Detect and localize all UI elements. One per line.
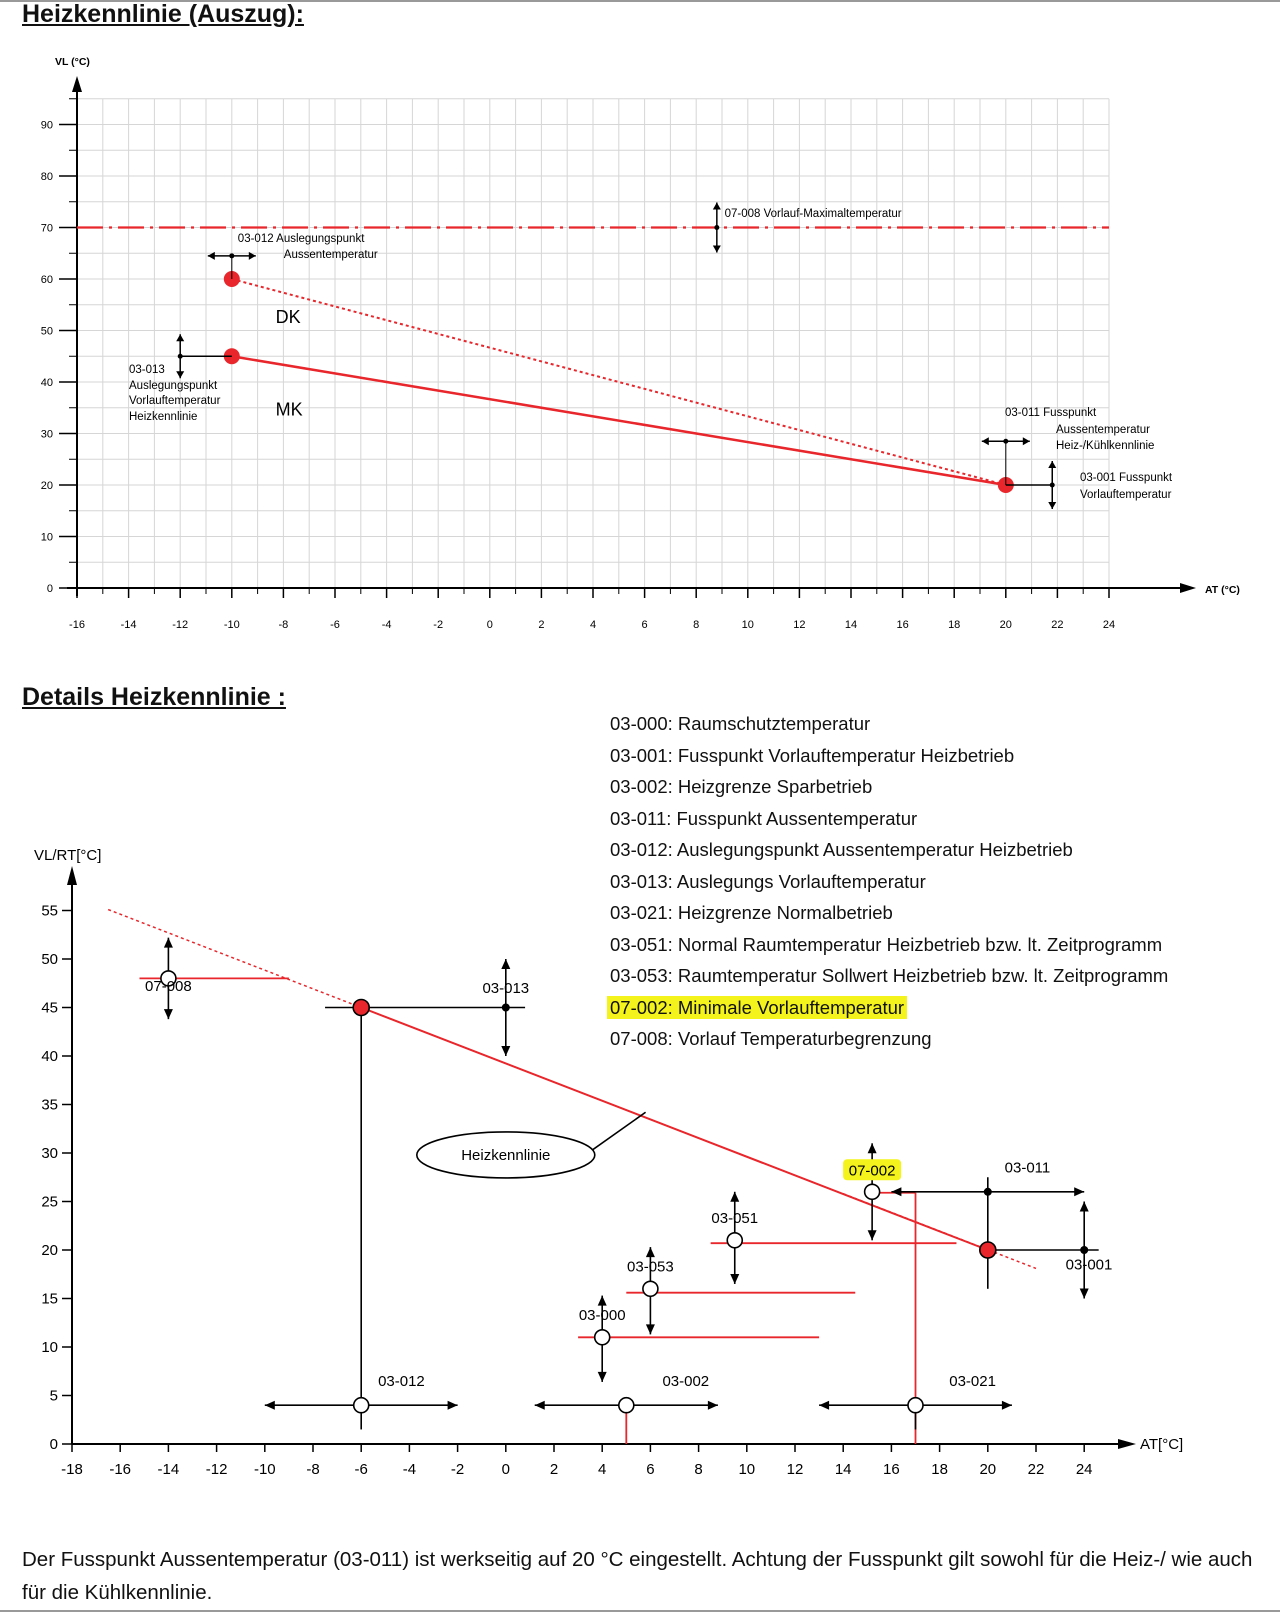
adjust-arrow-up-head xyxy=(598,1296,607,1306)
annotation-text: Auslegungspunkt xyxy=(129,380,218,392)
x-tick-label: -2 xyxy=(433,619,444,631)
legend-item: 07-008: Vorlauf Temperaturbegrenzung xyxy=(610,1028,932,1049)
x-tick-label: 12 xyxy=(786,1461,804,1478)
y-tick-label: 20 xyxy=(41,1242,58,1259)
footer-note: Der Fusspunkt Aussentemperatur (03-011) ist werkseitig auf 20 °C eingestellt. Achtung der Fusspunkt gilt sowohl für die Heiz-/ wie auch für die Kühlkennlinie. xyxy=(22,1548,1253,1604)
x-tick-label: -12 xyxy=(172,619,189,631)
x-tick-label: 6 xyxy=(646,1461,655,1478)
x-tick-label: -8 xyxy=(278,619,289,631)
adjust-arrow-up-head xyxy=(646,1247,655,1257)
x-tick-label: 16 xyxy=(896,619,909,631)
y-axis-label: VL/RT[°C] xyxy=(34,847,102,864)
x-tick-label: 24 xyxy=(1075,1461,1093,1478)
x-tick-label: 2 xyxy=(549,1461,559,1478)
parameter-point xyxy=(595,1330,610,1345)
x-tick-label: -4 xyxy=(381,619,392,631)
y-tick-label: 35 xyxy=(41,1096,58,1114)
bottom-rule xyxy=(0,1610,1280,1612)
x-tick-label: 16 xyxy=(883,1461,900,1478)
adjust-arrow-right-head xyxy=(1002,1401,1012,1410)
point-label: 03-011 xyxy=(1004,1159,1051,1177)
point-label: 07-002 xyxy=(848,1162,896,1180)
annotation-text: Vorlauftemperatur xyxy=(129,395,221,407)
callout-leader xyxy=(585,1112,645,1155)
point-label: 03-013 xyxy=(482,979,530,997)
adjust-arrow-down-head xyxy=(646,1324,655,1334)
x-tick-label: -14 xyxy=(120,619,137,631)
legend-item: 03-002: Heizgrenze Sparbetrieb xyxy=(610,776,873,797)
annotation-text: Aussentemperatur xyxy=(1056,424,1150,436)
y-tick-label: 0 xyxy=(46,583,53,595)
y-tick-label: 80 xyxy=(40,171,53,183)
x-tick-label: -18 xyxy=(61,1461,83,1478)
adjust-arrow-down-head xyxy=(598,1372,607,1382)
highlight-marker: 07-002: Minimale Vorlauftemperatur xyxy=(607,996,907,1019)
x-tick-label: 14 xyxy=(844,619,858,631)
series-label-dk: DK xyxy=(275,306,301,327)
adjust-arrow-down-head xyxy=(868,1230,877,1240)
y-tick-label: 40 xyxy=(40,377,53,389)
y-tick-label: 20 xyxy=(40,480,53,492)
x-tick-label: 24 xyxy=(1102,619,1116,631)
y-tick-label: 30 xyxy=(41,1145,58,1162)
y-tick-label: 90 xyxy=(40,119,53,132)
callout-label: Heizkennlinie xyxy=(461,1146,551,1164)
annotation-text: 03-011 Fusspunkt xyxy=(1005,407,1097,419)
point-label: 03-021 xyxy=(949,1372,996,1390)
x-axis-label: AT[°C] xyxy=(1140,1436,1184,1453)
x-tick-label: -6 xyxy=(330,619,340,631)
annotation-text: Heiz-/Kühlkennlinie xyxy=(1056,440,1155,452)
x-tick-label: 6 xyxy=(641,619,648,631)
y-tick-label: 15 xyxy=(41,1290,58,1308)
x-tick-label: 10 xyxy=(738,1461,756,1478)
x-tick-label: 12 xyxy=(793,619,806,631)
adjust-arrow-up-head xyxy=(1080,1202,1089,1212)
legend-item: 03-001: Fusspunkt Vorlauftemperatur Heizbetrieb xyxy=(610,744,1015,766)
y-tick-label: 5 xyxy=(49,1387,58,1405)
parameter-legend xyxy=(610,708,1168,1055)
x-tick-label: -16 xyxy=(109,1461,132,1478)
x-tick-label: 4 xyxy=(598,1461,607,1478)
y-tick-label: 70 xyxy=(40,222,53,235)
y-tick-label: 50 xyxy=(41,951,58,968)
adjust-arrow-up-head xyxy=(730,1192,739,1202)
y-tick-label: 50 xyxy=(40,325,53,338)
x-tick-label: 14 xyxy=(834,1461,852,1478)
parameter-point xyxy=(354,1398,369,1413)
adjust-arrow-left-head xyxy=(535,1401,545,1410)
y-tick-label: 45 xyxy=(41,999,58,1017)
x-tick-label: 18 xyxy=(948,619,961,631)
adjust-arrow-down-head xyxy=(501,1046,510,1056)
parameter-point xyxy=(643,1281,658,1296)
y-tick-label: 10 xyxy=(40,531,53,544)
y-tick-label: 0 xyxy=(49,1436,58,1453)
pivot-dot xyxy=(1080,1246,1088,1254)
adjust-arrow-right-head xyxy=(448,1401,458,1410)
pivot-dot xyxy=(502,1004,510,1012)
x-tick-label: 8 xyxy=(693,619,700,631)
x-tick-label: 18 xyxy=(931,1461,948,1478)
x-tick-label: 4 xyxy=(589,619,597,631)
y-tick-label: 30 xyxy=(40,428,53,441)
parameter-point xyxy=(619,1398,634,1413)
y-axis-label: VL (°C) xyxy=(55,56,90,68)
point-label: 03-000 xyxy=(578,1306,626,1324)
legend-item: 03-011: Fusspunkt Aussentemperatur xyxy=(610,807,918,829)
pivot-dot xyxy=(984,1188,992,1196)
adjust-arrow-down-head xyxy=(730,1274,739,1284)
legend-item: 03-051: Normal Raumtemperatur Heizbetrieb bzw. lt. Zeitprogramm xyxy=(610,933,1163,955)
point-label: 07-008 xyxy=(145,978,192,996)
adjust-arrow-left-head xyxy=(819,1401,829,1410)
annotation-text: 03-012 Auslegungspunkt xyxy=(237,233,365,245)
parameter-point xyxy=(908,1398,923,1413)
y-tick-label: 60 xyxy=(40,274,53,286)
details-heading: Details Heizkennlinie : xyxy=(22,683,286,711)
x-tick-label: -12 xyxy=(205,1461,228,1478)
x-tick-label: -6 xyxy=(354,1461,368,1478)
y-tick-label: 55 xyxy=(41,902,58,920)
max-line-label: 07-008 Vorlauf-Maximaltemperatur xyxy=(724,208,902,221)
x-tick-label: 20 xyxy=(979,1461,997,1478)
parameter-point xyxy=(865,1184,880,1199)
parameter-point xyxy=(727,1233,742,1248)
x-tick-label: 22 xyxy=(1051,619,1064,631)
adjust-arrow-up-head xyxy=(164,938,173,948)
x-tick-label: -14 xyxy=(157,1461,180,1478)
x-tick-label: -2 xyxy=(450,1461,465,1478)
y-tick-label: 10 xyxy=(41,1339,58,1356)
legend-item: 03-021: Heizgrenze Normalbetrieb xyxy=(610,902,893,923)
x-axis-arrow xyxy=(1118,1439,1136,1449)
adjust-arrow-down-head xyxy=(164,1009,173,1019)
y-tick-label: 40 xyxy=(41,1048,58,1065)
y-axis-arrow xyxy=(67,866,77,885)
legend-item-highlighted xyxy=(610,992,1168,1024)
adjust-arrow-left-head xyxy=(265,1401,275,1410)
adjust-arrow-left-head xyxy=(891,1187,901,1196)
legend-item: 03-012: Auslegungspunkt Aussentemperatur Heizbetrieb xyxy=(610,839,1073,860)
point-label: 03-012 xyxy=(378,1372,425,1390)
design-point xyxy=(353,1000,369,1016)
x-tick-label: -10 xyxy=(253,1461,276,1478)
annotation-text: Aussentemperatur xyxy=(283,249,378,261)
adjust-arrow-up-head xyxy=(868,1143,877,1153)
x-tick-label: -10 xyxy=(223,619,240,631)
x-tick-label: 20 xyxy=(999,619,1012,631)
x-tick-label: -4 xyxy=(402,1461,417,1478)
x-tick-label: 22 xyxy=(1027,1461,1045,1478)
adjust-arrow-up-head xyxy=(501,959,510,969)
point-label: 03-002 xyxy=(662,1372,710,1390)
legend-item: 03-053: Raumtemperatur Sollwert Heizbetrieb bzw. lt. Zeitprogramm xyxy=(610,965,1169,986)
x-axis-label: AT (°C) xyxy=(1205,584,1240,596)
x-tick-label: 10 xyxy=(741,619,754,631)
annotation-text: 03-001 Fusspunkt xyxy=(1080,472,1173,484)
point-label: 03-001 xyxy=(1065,1256,1113,1274)
x-tick-label: 0 xyxy=(486,619,493,631)
x-tick-label: 2 xyxy=(538,619,545,631)
x-tick-label: -8 xyxy=(306,1461,320,1478)
page-title: Heizkennlinie (Auszug): xyxy=(22,0,304,28)
annotation-text: Heizkennlinie xyxy=(129,411,198,423)
adjust-arrow-right-head xyxy=(1074,1187,1084,1196)
x-tick-label: -16 xyxy=(69,619,85,631)
legend-item: 03-000: Raumschutztemperatur xyxy=(610,713,871,734)
series-label-mk: MK xyxy=(275,399,303,420)
base-point xyxy=(980,1242,996,1258)
x-tick-label: 0 xyxy=(501,1461,510,1478)
annotation-text: 03-013 xyxy=(129,364,165,376)
legend-item: 03-013: Auslegungs Vorlauftemperatur xyxy=(610,870,926,892)
point-label: 03-051 xyxy=(711,1209,759,1227)
annotation-text: Vorlauftemperatur xyxy=(1080,489,1172,501)
y-tick-label: 25 xyxy=(41,1193,58,1211)
adjust-arrow-right-head xyxy=(708,1401,718,1410)
x-tick-label: 8 xyxy=(694,1461,703,1478)
adjust-arrow-down-head xyxy=(1080,1289,1089,1299)
point-label: 03-053 xyxy=(627,1258,674,1276)
